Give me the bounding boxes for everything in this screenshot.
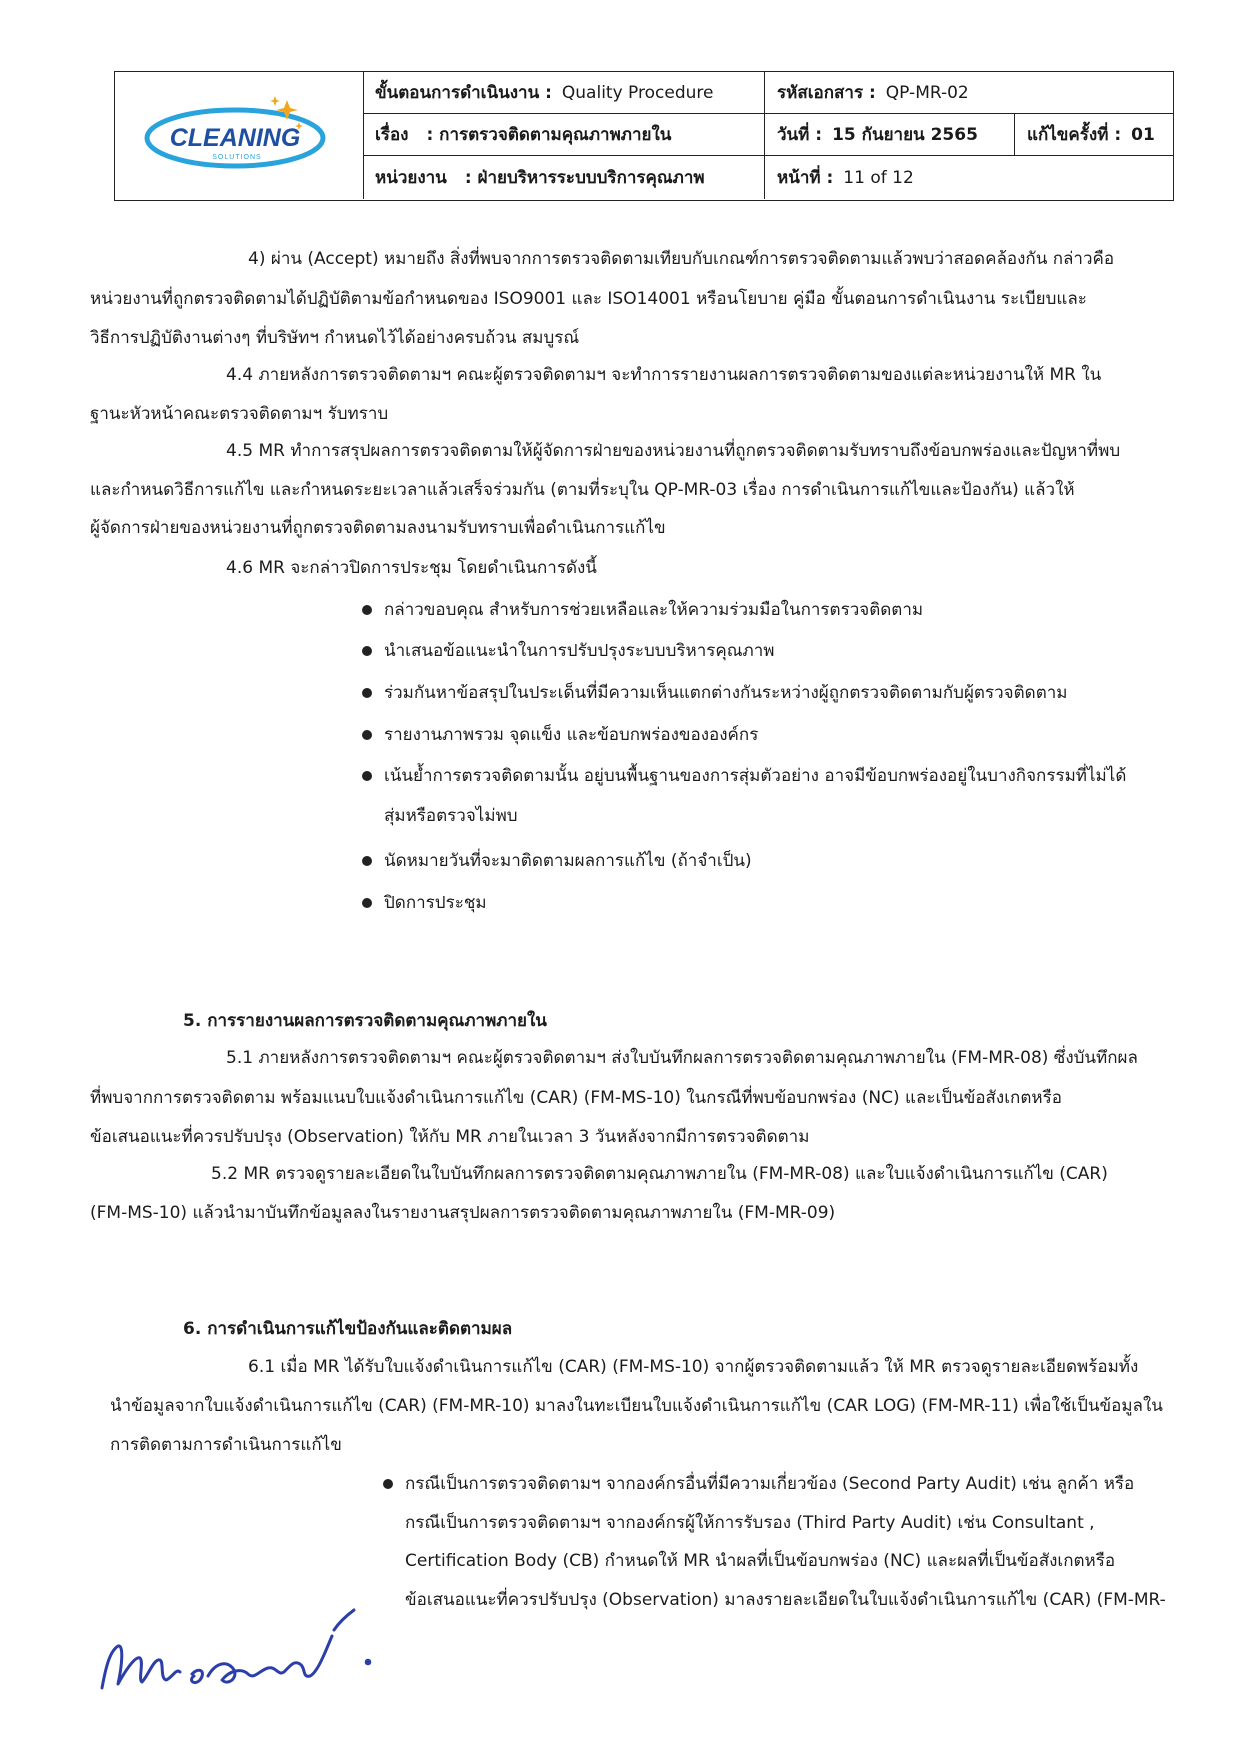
- paragraph-line: ที่พบจากการตรวจติดตาม พร้อมแนบใบแจ้งดำเนินการแก้ไข (CAR) (FM-MS-10) ในกรณีที่พบข้อบกพร่อง (NC) และเป็นข้อสังเกตหรือ: [90, 1088, 1062, 1108]
- unit-label: หน่วยงาน: [375, 168, 447, 188]
- header-row-subject: [363, 114, 1173, 156]
- paragraph-line: ผู้จัดการฝ่ายของหน่วยงานที่ถูกตรวจติดตามลงนามรับทราบเพื่อดำเนินการแก้ไข: [90, 518, 666, 538]
- section-5-heading: 5. การรายงานผลการตรวจติดตามคุณภาพภายใน: [183, 1011, 547, 1031]
- paragraph-line: 4.6 MR จะกล่าวปิดการประชุม โดยดำเนินการดังนี้: [226, 558, 597, 578]
- paragraph-line: 6.1 เมื่อ MR ได้รับใบแจ้งดำเนินการแก้ไข (CAR) (FM-MS-10) จากผู้ตรวจติดตามแล้ว ให้ MR ตรวจดูรายละเอียดพร้อมทั้ง: [248, 1357, 1139, 1377]
- date-value: 15 กันยายน 2565: [832, 125, 978, 145]
- revision-label: แก้ไขครั้งที่ :: [1027, 125, 1122, 145]
- section-6-heading: 6. การดำเนินการแก้ไขป้องกันและติดตามผล: [183, 1319, 513, 1339]
- header-row-unit: [363, 156, 1173, 199]
- paragraph-line: การติดตามการดำเนินการแก้ไข: [110, 1435, 342, 1455]
- paragraph-line: (FM-MS-10) แล้วนำมาบันทึกข้อมูลลงในรายงานสรุปผลการตรวจติดตามคุณภาพภายใน (FM-MR-09): [90, 1203, 836, 1223]
- list-item-continuation: Certification Body (CB) กำหนดให้ MR นำผลที่เป็นข้อบกพร่อง (NC) และผลที่เป็นข้อสังเกตหรือ: [405, 1551, 1116, 1571]
- list-item: กล่าวขอบคุณ สำหรับการช่วยเหลือและให้ความร่วมมือในการตรวจติดตาม: [384, 597, 923, 623]
- paragraph-line: 5.2 MR ตรวจดูรายละเอียดในใบบันทึกผลการตรวจติดตามคุณภาพภายใน (FM-MR-08) และใบแจ้งดำเนินการแก้ไข (CAR): [211, 1164, 1108, 1184]
- procedure-label: ขั้นตอนการดำเนินงาน :: [375, 83, 552, 103]
- page-value: 11 of 12: [843, 167, 914, 188]
- unit-value: : ฝ่ายบริหารระบบบริการคุณภาพ: [464, 168, 705, 188]
- list-item: เน้นย้ำการตรวจติดตามนั้น อยู่บนพื้นฐานของการสุ่มตัวอย่าง อาจมีข้อบกพร่องอยู่ในบางกิจกรรมที่ไม่ได้: [384, 763, 1126, 789]
- list-item-continuation: กรณีเป็นการตรวจติดตามฯ จากองค์กรผู้ให้การรับรอง (Third Party Audit) เช่น Consultant ,: [405, 1513, 1095, 1533]
- list-item-continuation: สุ่มหรือตรวจไม่พบ: [384, 806, 518, 826]
- procedure-cell: [363, 72, 765, 113]
- paragraph-line: ข้อเสนอแนะที่ควรปรับปรุง (Observation) ให้กับ MR ภายในเวลา 3 วันหลังจากมีการตรวจติดตาม: [90, 1127, 810, 1147]
- date-label: วันที่ :: [777, 125, 823, 145]
- revision-cell: [1015, 114, 1173, 155]
- revision-value: 01: [1131, 124, 1155, 145]
- subject-value: : การตรวจติดตามคุณภาพภายใน: [426, 125, 672, 145]
- list-item: ปิดการประชุม: [384, 890, 487, 916]
- list-item-continuation: ข้อเสนอแนะที่ควรปรับปรุง (Observation) มาลงรายละเอียดในใบแจ้งดำเนินการแก้ไข (CAR) (FM-MR-: [405, 1590, 1166, 1610]
- paragraph-line: 4.4 ภายหลังการตรวจติดตามฯ คณะผู้ตรวจติดตามฯ จะทำการรายงานผลการตรวจติดตามของแต่ละหน่วยงานให้ MR ใน: [226, 365, 1102, 385]
- handwritten-signature: [88, 1596, 388, 1706]
- logo-subtext: SOLUTIONS: [212, 154, 262, 161]
- paragraph-line: 5.1 ภายหลังการตรวจติดตามฯ คณะผู้ตรวจติดตามฯ ส่งใบบันทึกผลการตรวจติดตามคุณภาพภายใน (FM-MR-08) ซึ่งบันทึกผล: [226, 1048, 1138, 1068]
- paragraph-line: 4) ผ่าน (Accept) หมายถึง สิ่งที่พบจากการตรวจติดตามเทียบกับเกณฑ์การตรวจติดตามแล้วพบว่าสอดคล้องกัน กล่าวคือ: [248, 249, 1115, 269]
- procedure-value: Quality Procedure: [561, 82, 714, 103]
- subject-cell: [363, 114, 765, 155]
- subject-label: เรื่อง: [375, 125, 409, 145]
- list-item: รายงานภาพรวม จุดแข็ง และข้อบกพร่องขององค์กร: [384, 722, 758, 748]
- paragraph-line: 4.5 MR ทำการสรุปผลการตรวจติดตามให้ผู้จัดการฝ่ายของหน่วยงานที่ถูกตรวจติดตามรับทราบถึงข้อบกพร่องและปัญหาที่พบ: [226, 441, 1121, 461]
- logo-text: CLEANING: [169, 124, 301, 152]
- paragraph-line: นำข้อมูลจากใบแจ้งดำเนินการแก้ไข (CAR) (FM-MR-10) มาลงในทะเบียนใบแจ้งดำเนินการแก้ไข (CAR LOG) (FM-MR-11) เพื่อใช้เป็นข้อมูลใน: [110, 1396, 1163, 1416]
- list-item: นำเสนอข้อแนะนำในการปรับปรุงระบบบริหารคุณภาพ: [384, 638, 774, 664]
- header-row-procedure: [363, 72, 1173, 114]
- list-item: ร่วมกันหาข้อสรุปในประเด็นที่มีความเห็นแตกต่างกันระหว่างผู้ถูกตรวจติดตามกับผู้ตรวจติดตาม: [384, 680, 1068, 706]
- cleaning-solutions-logo: [137, 96, 337, 176]
- list-item: กรณีเป็นการตรวจติดตามฯ จากองค์กรอื่นที่มีความเกี่ยวข้อง (Second Party Audit) เช่น ลูกค้า หรือ: [405, 1471, 1134, 1497]
- page-label: หน้าที่ :: [777, 168, 834, 188]
- doc-code-label: รหัสเอกสาร :: [777, 83, 876, 103]
- doc-code-cell: [765, 72, 1173, 113]
- list-item: นัดหมายวันที่จะมาติดตามผลการแก้ไข (ถ้าจำเป็น): [384, 848, 752, 874]
- paragraph-line: หน่วยงานที่ถูกตรวจติดตามได้ปฏิบัติตามข้อกำหนดของ ISO9001 และ ISO14001 หรือนโยบาย คู่มือ ขั้นตอนการดำเนินงาน ระเบียบและ: [90, 289, 1087, 309]
- paragraph-line: และกำหนดวิธีการแก้ไข และกำหนดระยะเวลาแล้วเสร็จร่วมกัน (ตามที่ระบุใน QP-MR-03 เรื่อง การดำเนินการแก้ไขและป้องกัน) แล้วให้: [90, 480, 1075, 500]
- document-header-table: [114, 71, 1174, 201]
- doc-code-value: QP-MR-02: [885, 82, 969, 103]
- date-cell: [765, 114, 1015, 155]
- page-number-cell: [765, 156, 1173, 199]
- logo-cell: [115, 72, 364, 199]
- paragraph-line: วิธีการปฏิบัติงานต่างๆ ที่บริษัทฯ กำหนดไว้ได้อย่างครบถ้วน สมบูรณ์: [90, 328, 580, 348]
- unit-cell: [363, 156, 765, 199]
- paragraph-line: ฐานะหัวหน้าคณะตรวจติดตามฯ รับทราบ: [90, 404, 389, 424]
